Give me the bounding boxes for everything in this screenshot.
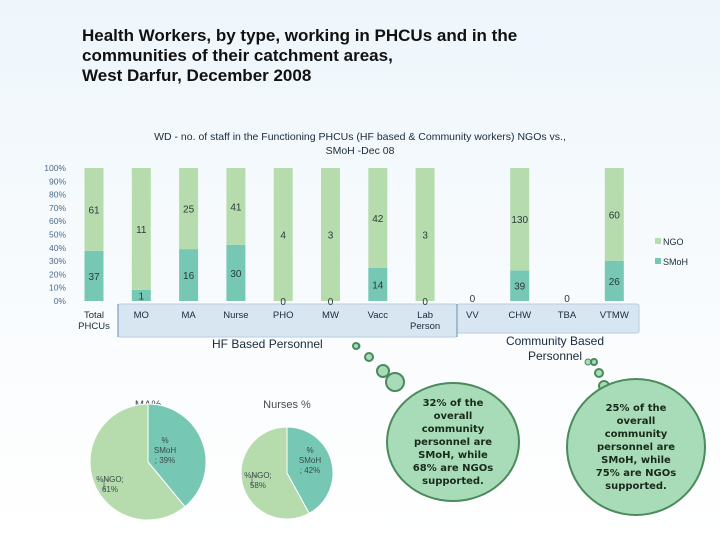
group-label-community: Community Based Personnel xyxy=(505,334,605,363)
bar-label-smoh: 0 xyxy=(422,297,428,308)
y-tick-label: 30% xyxy=(48,256,66,267)
y-tick-label: 70% xyxy=(48,202,66,213)
bar-label-ngo: 4 xyxy=(280,230,286,242)
y-tick-label: 10% xyxy=(48,282,66,293)
bar-label-smoh: 14 xyxy=(372,280,384,292)
pie-nurses-title: Nurses % xyxy=(263,399,311,411)
pie-chart-nurses xyxy=(241,399,333,519)
x-tick-label: Lab xyxy=(417,310,434,321)
bar-label-smoh: 0 xyxy=(327,297,334,308)
legend xyxy=(655,237,688,267)
pie-slice-label: 58% xyxy=(249,481,267,490)
thought-bubble-large xyxy=(385,372,405,392)
x-tick-label: Vacc xyxy=(367,310,389,321)
x-tick-label: MO xyxy=(133,310,149,321)
x-tick-label: MA xyxy=(181,310,196,321)
pie-slice-label: %NGO; xyxy=(96,475,124,484)
legend-swatch-ngo xyxy=(655,238,661,244)
bar-chart xyxy=(44,131,688,365)
bar-label-smoh: 30 xyxy=(230,268,242,280)
bar-label-ngo: 25 xyxy=(183,204,195,216)
bar-label-ngo: 3 xyxy=(422,230,428,242)
bar-label-ngo: 130 xyxy=(511,215,529,227)
callout-right: 25% of the overall community personnel are SMoH, while 75% are NGOs supported. xyxy=(566,378,706,516)
x-tick-label: Total xyxy=(83,310,105,321)
bar-label-ngo: 11 xyxy=(136,224,147,236)
thought-bubble-small xyxy=(590,358,598,366)
thought-bubble-small xyxy=(352,342,360,350)
x-tick-label: VTMW xyxy=(599,310,629,321)
slide-title-line-1: Health Workers, by type, working in PHCUs and in the xyxy=(82,26,518,45)
bar-label-smoh: 0 xyxy=(469,294,476,305)
x-tick-label: TBA xyxy=(557,310,577,321)
y-tick-label: 80% xyxy=(48,189,66,200)
legend-label-ngo: NGO xyxy=(663,237,684,247)
bar-series xyxy=(85,168,624,301)
y-tick-label: 90% xyxy=(48,176,66,187)
bar-label-ngo: 42 xyxy=(372,213,384,225)
bar-label-smoh: 39 xyxy=(514,281,526,293)
bar-label-smoh: 37 xyxy=(88,271,100,283)
bar-label-ngo: 41 xyxy=(230,202,242,214)
x-tick-label: MW xyxy=(322,310,339,321)
slide-title-line-3: West Darfur, December 2008 xyxy=(82,66,312,85)
y-axis xyxy=(44,163,66,306)
y-tick-label: 0% xyxy=(53,296,66,306)
callout-left: 32% of the overall community personnel are SMoH, while 68% are NGOs supported. xyxy=(386,382,520,502)
x-tick-label: Nurse xyxy=(223,310,249,321)
slide-title-line-2: communities of their catchment areas, xyxy=(82,46,393,65)
group-label-hf: HF Based Personnel xyxy=(212,337,323,351)
legend-label-smoh: SMoH xyxy=(663,257,689,267)
x-tick-label: Person xyxy=(410,321,441,332)
thought-bubble-small xyxy=(594,368,604,378)
x-tick-label: CHW xyxy=(508,310,532,321)
bar-label-smoh: 16 xyxy=(183,271,195,283)
bar-labels xyxy=(88,202,620,308)
pie-slice-label: % xyxy=(161,436,169,445)
x-tick-label: VV xyxy=(466,310,479,321)
pie-slice-label: ; 39% xyxy=(154,456,176,465)
bar-label-ngo: 61 xyxy=(88,205,100,217)
bar-label-smoh: 0 xyxy=(564,294,570,305)
bar-label-smoh: 26 xyxy=(608,276,620,288)
pie-slice-label: %NGO; xyxy=(244,471,272,480)
pie-slice-label: 61% xyxy=(101,485,119,494)
x-tick-label: PHCUs xyxy=(78,321,110,332)
y-tick-label: 100% xyxy=(44,163,66,173)
y-tick-label: 20% xyxy=(48,269,66,280)
bar-label-ngo: 60 xyxy=(608,210,620,222)
pie-slice-label: ; 42% xyxy=(299,466,321,475)
y-tick-label: 60% xyxy=(48,216,66,227)
legend-swatch-smoh xyxy=(655,258,661,264)
y-tick-label: 50% xyxy=(48,229,66,240)
pie-slice-label: SMoH xyxy=(153,446,177,455)
bar-label-smoh: 1 xyxy=(138,291,145,303)
y-tick-label: 40% xyxy=(48,242,66,253)
bar-label-smoh: 0 xyxy=(280,297,286,308)
pie-chart-ma xyxy=(90,399,206,520)
thought-bubble-small xyxy=(364,352,374,362)
pie-slice-label: % xyxy=(306,446,314,455)
pie-slice-label: SMoH xyxy=(298,456,322,465)
bar-label-ngo: 3 xyxy=(327,230,334,242)
chart-title-line-2: SMoH -Dec 08 xyxy=(325,145,395,157)
x-tick-label: PHO xyxy=(272,310,294,321)
chart-title-line-1: WD - no. of staff in the Functioning PHCUs (HF based & Community workers) NGOs vs., xyxy=(154,131,566,143)
